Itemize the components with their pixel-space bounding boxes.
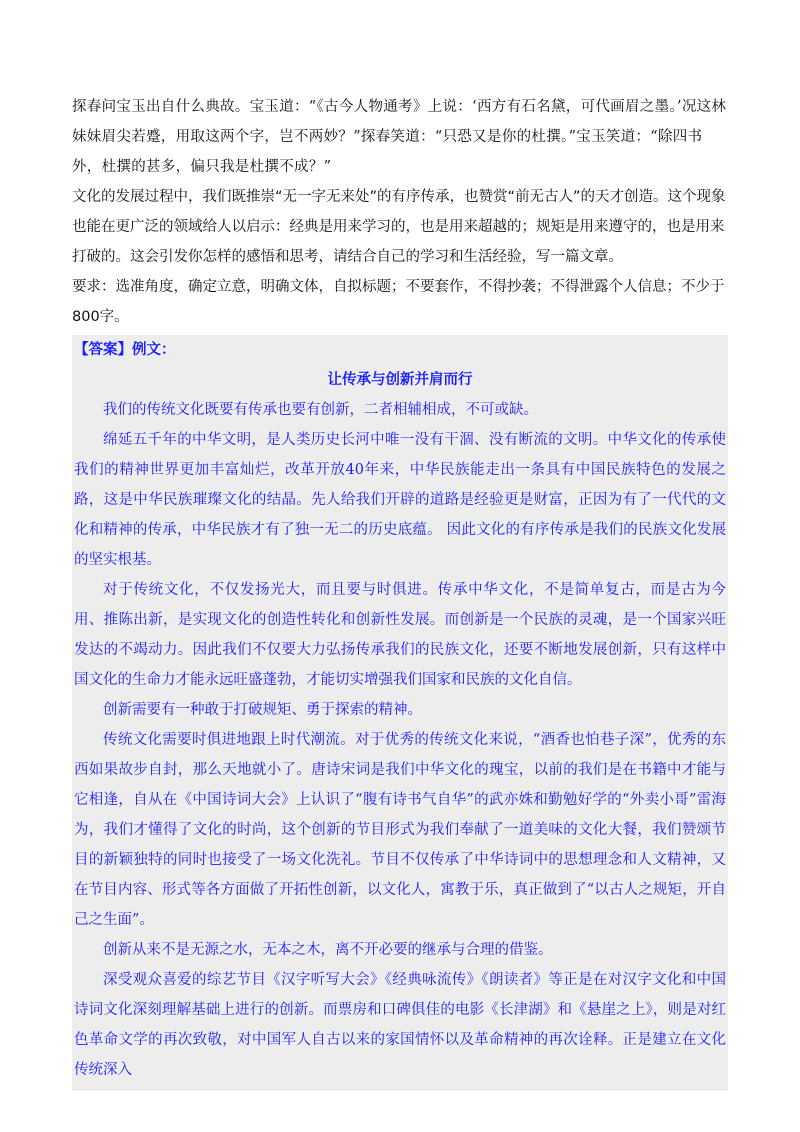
- essay-paragraph: 绵延五千年的中华文明，是人类历史长河中唯一没有干涸、没有断流的文明。中华文化的传承使我们的精神世界更加丰富灿烂，改革开放40年来，中华民族能走出一条具有中国民族特色的发展之路，这是中华民族璀璨文化的结晶。先人给我们开辟的道路是经验更是财富，正因为有了一代代的文化和精神的传承，中华民族才有了独一无二的历史底蕴。 因此文化的有序传承是我们的民族文化发展的坚实根基。: [74, 432, 726, 568]
- answer-label: 【答案】例文：: [74, 342, 176, 358]
- essay-paragraph: 创新需要有一种敢于打破规矩、勇于探索的精神。: [103, 702, 422, 718]
- quote-block: [72, 92, 728, 182]
- prompt-body: 文化的发展过程中，我们既推崇“无一字无来处”的有序传承，也赞赏“前无古人”的天才创造。这个现象也能在更广泛的领域给人以启示：经典是用来学习的，也是用来超越的；规矩是用来遵守的，也是用来打破的。这会引发你怎样的感悟和思考，请结合自己的学习和生活经验，写一篇文章。: [72, 189, 726, 265]
- prompt-block: [72, 182, 728, 332]
- quote-text: 探春问宝玉出自什么典故。宝玉道：“《古今人物通考》上说：‘西方有石名黛，可代画眉之墨。’况这林妹妹眉尖若蹙，用取这两个字，岂不两妙？”探春笑道：“只恐又是你的杜撰。”宝玉笑道：“除四书外，杜撰的甚多，偏只我是杜撰不成？”: [72, 99, 727, 175]
- essay-paragraph: 我们的传统文化既要有传承也要有创新，二者相辅相成，不可或缺。: [103, 402, 538, 418]
- essay-paragraph: 传统文化需要时俱进地跟上时代潮流。对于优秀的传统文化来说，“酒香也怕巷子深”，优秀的东西如果故步自封，那么天地就小了。唐诗宋词是我们中华文化的瑰宝，以前的我们是在书籍中才能与它相逢，自从在《中国诗词大会》上认识了“腹有诗书气自华”的武亦姝和勤勉好学的“外卖小哥”雷海为，我们才懂得了文化的时尚，这个创新的节目形式为我们奉献了一道美味的文化大餐，我们赞颂节目的新颖独特的同时也接受了一场文化洗礼。节目不仅传承了中华诗词中的思想理念和人文精神，又在节目内容、形式等各方面做了开拓性创新，以文化人，寓教于乐，真正做到了“以古人之规矩，开自己之生面”。: [74, 732, 726, 928]
- essay-title: 让传承与创新并肩而行: [327, 372, 473, 388]
- document-page: [72, 92, 728, 1091]
- answer-block: [72, 335, 728, 1091]
- essay-paragraph: 深受观众喜爱的综艺节目《汉字听写大会》《经典咏流传》《朗读者》等正是在对汉字文化和中国诗词文化深刻理解基础上进行的创新。而票房和口碑俱佳的电影《长津湖》和《悬崖之上》，则是对红色革命文学的再次致敬，对中国军人自古以来的家国情怀以及革命精神的再次诠释。正是建立在文化传统深入: [74, 972, 726, 1078]
- essay-paragraph: 创新从来不是无源之水，无本之木，离不开必要的继承与合理的借鉴。: [103, 942, 553, 958]
- prompt-requirement: 要求：选准角度，确定立意，明确文体，自拟标题；不要套作，不得抄袭；不得泄露个人信息；不少于800字。: [72, 279, 725, 325]
- essay-paragraph: 对于传统文化，不仅发扬光大，而且要与时俱进。传承中华文化，不是简单复古，而是古为今用、推陈出新，是实现文化的创造性转化和创新性发展。而创新是一个民族的灵魂，是一个国家兴旺发达的不竭动力。因此我们不仅要大力弘扬传承我们的民族文化，还要不断地发展创新，只有这样中国文化的生命力才能永远旺盛蓬勃，才能切实增强我们国家和民族的文化自信。: [74, 582, 726, 688]
